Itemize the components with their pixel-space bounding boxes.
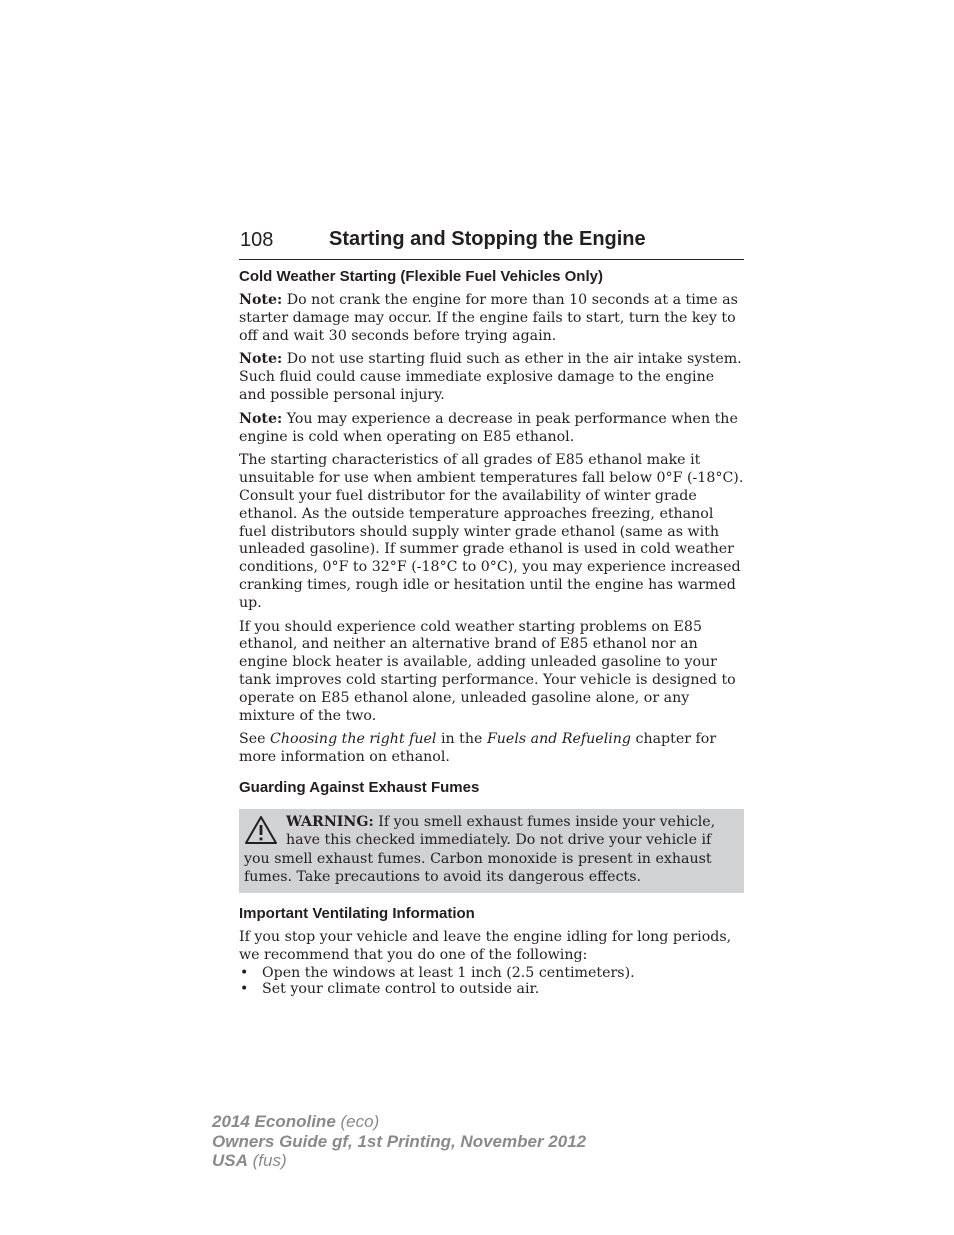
warning-label: WARNING:	[286, 813, 374, 830]
see-also-paragraph	[239, 731, 744, 767]
cross-reference-link[interactable]: Choosing the right fuel	[270, 731, 437, 748]
note-paragraph	[239, 292, 744, 345]
section-heading-cold-weather: Cold Weather Starting (Flexible Fuel Vehicles Only)	[239, 268, 603, 285]
list-item: • Open the windows at least 1 inch (2.5 centimeters).	[240, 964, 635, 981]
footer-line: USA (fus)	[212, 1151, 287, 1170]
bullet-icon: •	[240, 981, 249, 998]
note-text: You may experience a decrease in peak performance when the engine is cold when operating on E85 ethanol.	[239, 410, 738, 445]
body-paragraph: If you stop your vehicle and leave the engine idling for long periods, we recommend that you do one of the following:	[239, 928, 732, 963]
see-suffix: chapter for more information on ethanol.	[239, 731, 717, 766]
page-number: 108	[240, 229, 274, 251]
footer-line: Owners Guide gf, 1st Printing, November 2012	[212, 1131, 587, 1151]
see-middle: in the	[436, 731, 487, 748]
chapter-title: Starting and Stopping the Engine	[329, 228, 646, 250]
see-prefix: See	[239, 731, 271, 748]
note-paragraph	[239, 411, 744, 447]
bullet-list	[239, 965, 744, 998]
body-paragraph: If you should experience cold weather starting problems on E85 ethanol, and neither an alternative brand of E85 ethanol nor an engine block heater is available, adding unleaded gasoline to your tank improves cold starting performance. Your vehicle is designed to operate on E85 ethanol alone, unleaded gasoline alone, or any mixture of the two.	[239, 618, 736, 724]
warning-body: If you smell exhaust fumes inside your vehicle, have this checked immediately. Do not drive your vehicle if you smell exhaust fumes. Carbon monoxide is present in exhaust fumes. Take precautions to avoid its dangerous effects.	[244, 813, 716, 886]
warning-box	[239, 809, 744, 893]
bullet-icon: •	[240, 964, 249, 981]
footer-line: 2014 Econoline (eco)	[212, 1112, 380, 1131]
page-header	[239, 228, 744, 260]
note-label: Note:	[239, 410, 283, 427]
list-item: • Set your climate control to outside air.	[240, 981, 540, 998]
note-paragraph	[239, 351, 744, 404]
cross-reference-chapter[interactable]: Fuels and Refueling	[486, 731, 631, 748]
note-label: Note:	[239, 351, 283, 368]
body-paragraph: The starting characteristics of all grades of E85 ethanol make it unsuitable for use when ambient temperatures fall below 0°F (-18°C). Consult your fuel distributor for the availability of winter grade ethanol. As the outside temperature approaches freezing, ethanol fuel distributors should supply winter grade ethanol (same as with unleaded gasoline). If summer grade ethanol is used in cold weather conditions, 0°F to 32°F (-18°C to 0°C), you may experience increased cranking times, rough idle or hesitation until the engine has warmed up.	[239, 452, 744, 611]
page-content	[239, 268, 744, 998]
warning-triangle-icon	[244, 815, 278, 845]
note-text: Do not crank the engine for more than 10 seconds at a time as starter damage may occur. If the engine fails to start, turn the key to off and wait 30 seconds before trying again.	[239, 292, 738, 344]
note-text: Do not use starting fluid such as ether in the air intake system. Such fluid could cause immediate explosive damage to the engine and possible personal injury.	[239, 351, 742, 403]
page-footer	[212, 1112, 586, 1171]
section-heading-ventilating: Important Ventilating Information	[239, 904, 475, 922]
warning-text	[244, 813, 738, 887]
note-label: Note:	[239, 292, 283, 308]
section-heading-exhaust: Guarding Against Exhaust Fumes	[239, 778, 480, 796]
